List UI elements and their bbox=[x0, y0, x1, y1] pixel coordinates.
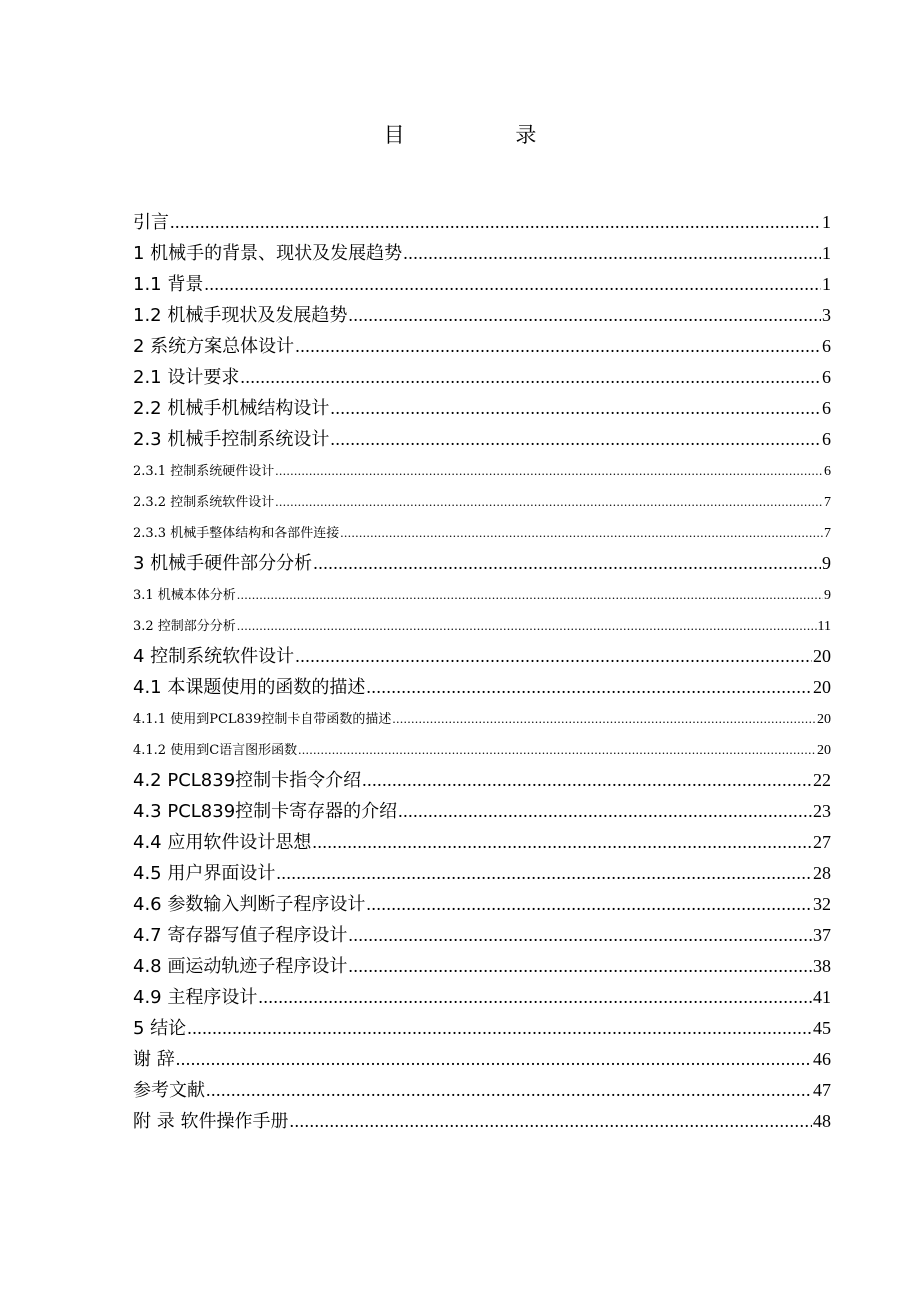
toc-entry-label: 3.2 控制部分分析 bbox=[133, 619, 236, 634]
toc-entry[interactable] bbox=[133, 1075, 831, 1106]
toc-entry[interactable] bbox=[133, 1013, 831, 1044]
toc-leader-dots bbox=[366, 889, 812, 920]
toc-entry-label: 1 机械手的背景、现状及发展趋势 bbox=[133, 243, 403, 264]
toc-leader-dots bbox=[295, 331, 821, 362]
toc-entry-page: 6 bbox=[822, 367, 831, 387]
toc-leader-dots bbox=[313, 548, 821, 579]
toc-entry[interactable] bbox=[133, 486, 831, 517]
toc-entry[interactable] bbox=[133, 765, 831, 796]
toc-entry-page: 9 bbox=[824, 588, 831, 603]
toc-entry-label: 2.3.2 控制系统软件设计 bbox=[133, 495, 275, 510]
toc-entry-label: 2.1 设计要求 bbox=[133, 367, 240, 388]
toc-leader-dots bbox=[237, 610, 817, 641]
toc-leader-dots bbox=[187, 1013, 812, 1044]
toc-leader-dots bbox=[348, 300, 821, 331]
toc-entry[interactable] bbox=[133, 827, 831, 858]
toc-entry-label: 4.1 本课题使用的函数的描述 bbox=[133, 677, 366, 698]
toc-entry-label: 4.4 应用软件设计思想 bbox=[133, 832, 312, 853]
toc-leader-dots bbox=[276, 858, 812, 889]
toc-leader-dots bbox=[275, 455, 823, 486]
toc-entry-label: 4.7 寄存器写值子程序设计 bbox=[133, 925, 348, 946]
toc-entry[interactable] bbox=[133, 734, 831, 765]
toc-entry[interactable] bbox=[133, 393, 831, 424]
toc-entry-page: 6 bbox=[824, 464, 831, 479]
toc-leader-dots bbox=[206, 1075, 812, 1106]
toc-entry-label: 附 录 软件操作手册 bbox=[133, 1111, 289, 1132]
toc-entry-page: 6 bbox=[822, 429, 831, 449]
toc-entry-page: 20 bbox=[813, 646, 831, 666]
page-title: 目 录 bbox=[383, 123, 589, 147]
toc-leader-dots bbox=[330, 424, 821, 455]
toc-entry[interactable] bbox=[133, 269, 831, 300]
toc-entry-page: 23 bbox=[813, 801, 831, 821]
toc-entry-label: 3.1 机械本体分析 bbox=[133, 588, 236, 603]
toc-entry-page: 11 bbox=[817, 619, 831, 634]
toc-leader-dots bbox=[298, 734, 816, 765]
toc-entry[interactable] bbox=[133, 982, 831, 1013]
toc-entry[interactable] bbox=[133, 703, 831, 734]
toc-entry-label: 参考文献 bbox=[133, 1080, 205, 1101]
toc-entry-label: 1.1 背景 bbox=[133, 274, 204, 295]
toc-leader-dots bbox=[398, 796, 812, 827]
toc-entry-page: 7 bbox=[824, 526, 831, 541]
toc-entry-page: 3 bbox=[822, 305, 831, 325]
toc-leader-dots bbox=[366, 672, 812, 703]
toc-entry-page: 47 bbox=[813, 1080, 831, 1100]
toc-entry-label: 5 结论 bbox=[133, 1018, 187, 1039]
toc-entry-page: 46 bbox=[813, 1049, 831, 1069]
toc-entry-label: 4.8 画运动轨迹子程序设计 bbox=[133, 956, 348, 977]
toc-entry-page: 22 bbox=[813, 770, 831, 790]
toc-entry[interactable] bbox=[133, 207, 831, 238]
toc-entry-page: 20 bbox=[817, 712, 831, 727]
toc-leader-dots bbox=[340, 517, 823, 548]
toc-entry-label: 4.3 PCL839控制卡寄存器的介绍 bbox=[133, 801, 398, 822]
toc-entry-label: 2.3.1 控制系统硬件设计 bbox=[133, 464, 275, 479]
toc-entry-page: 6 bbox=[822, 398, 831, 418]
toc-leader-dots bbox=[170, 207, 821, 238]
toc-entry[interactable] bbox=[133, 610, 831, 641]
toc-leader-dots bbox=[237, 579, 823, 610]
toc-entry[interactable] bbox=[133, 579, 831, 610]
table-of-contents bbox=[133, 207, 831, 1137]
toc-leader-dots bbox=[295, 641, 812, 672]
toc-entry-page: 32 bbox=[813, 894, 831, 914]
toc-entry-label: 4.5 用户界面设计 bbox=[133, 863, 276, 884]
toc-entry[interactable] bbox=[133, 517, 831, 548]
toc-entry[interactable] bbox=[133, 300, 831, 331]
toc-leader-dots bbox=[258, 982, 812, 1013]
toc-entry-page: 20 bbox=[813, 677, 831, 697]
toc-entry[interactable] bbox=[133, 641, 831, 672]
toc-entry-page: 38 bbox=[813, 956, 831, 976]
toc-leader-dots bbox=[240, 362, 821, 393]
toc-entry-page: 41 bbox=[813, 987, 831, 1007]
toc-entry[interactable] bbox=[133, 1106, 831, 1137]
toc-entry-page: 7 bbox=[824, 495, 831, 510]
toc-entry-page: 1 bbox=[822, 274, 831, 294]
toc-entry[interactable] bbox=[133, 889, 831, 920]
toc-entry-label: 4.9 主程序设计 bbox=[133, 987, 258, 1008]
toc-entry-page: 1 bbox=[822, 212, 831, 232]
toc-leader-dots bbox=[330, 393, 821, 424]
toc-leader-dots bbox=[289, 1106, 812, 1137]
toc-entry-label: 引言 bbox=[133, 212, 169, 233]
toc-entry[interactable] bbox=[133, 238, 831, 269]
toc-entry-label: 4.1.1 使用到PCL839控制卡自带函数的描述 bbox=[133, 712, 392, 727]
toc-entry[interactable] bbox=[133, 951, 831, 982]
toc-entry-label: 2.3.3 机械手整体结构和各部件连接 bbox=[133, 526, 340, 541]
toc-entry-label: 4.6 参数输入判断子程序设计 bbox=[133, 894, 366, 915]
toc-entry[interactable] bbox=[133, 796, 831, 827]
toc-entry-page: 37 bbox=[813, 925, 831, 945]
toc-entry-page: 9 bbox=[822, 553, 831, 573]
toc-entry-label: 4.2 PCL839控制卡指令介绍 bbox=[133, 770, 362, 791]
toc-leader-dots bbox=[362, 765, 812, 796]
toc-entry[interactable] bbox=[133, 1044, 831, 1075]
toc-leader-dots bbox=[348, 920, 812, 951]
toc-entry-page: 1 bbox=[822, 243, 831, 263]
toc-leader-dots bbox=[204, 269, 821, 300]
toc-entry-page: 48 bbox=[813, 1111, 831, 1131]
toc-entry[interactable] bbox=[133, 858, 831, 889]
toc-leader-dots bbox=[403, 238, 821, 269]
toc-entry-label: 3 机械手硬件部分分析 bbox=[133, 553, 313, 574]
toc-entry-page: 20 bbox=[817, 743, 831, 758]
toc-entry-label: 2.2 机械手机械结构设计 bbox=[133, 398, 330, 419]
toc-entry-label: 2.3 机械手控制系统设计 bbox=[133, 429, 330, 450]
toc-entry[interactable] bbox=[133, 548, 831, 579]
toc-entry-label: 4 控制系统软件设计 bbox=[133, 646, 295, 667]
toc-entry-page: 45 bbox=[813, 1018, 831, 1038]
toc-entry[interactable] bbox=[133, 362, 831, 393]
toc-entry-label: 谢 辞 bbox=[133, 1049, 175, 1070]
toc-entry-page: 28 bbox=[813, 863, 831, 883]
toc-entry[interactable] bbox=[133, 920, 831, 951]
toc-leader-dots bbox=[275, 486, 823, 517]
toc-entry[interactable] bbox=[133, 424, 831, 455]
toc-entry-label: 2 系统方案总体设计 bbox=[133, 336, 295, 357]
toc-entry-page: 27 bbox=[813, 832, 831, 852]
toc-entry-label: 4.1.2 使用到C语言图形函数 bbox=[133, 743, 298, 758]
toc-leader-dots bbox=[176, 1044, 812, 1075]
toc-leader-dots bbox=[392, 703, 816, 734]
toc-entry[interactable] bbox=[133, 672, 831, 703]
toc-entry[interactable] bbox=[133, 455, 831, 486]
toc-leader-dots bbox=[348, 951, 812, 982]
toc-leader-dots bbox=[312, 827, 812, 858]
toc-entry[interactable] bbox=[133, 331, 831, 362]
toc-entry-page: 6 bbox=[822, 336, 831, 356]
toc-entry-label: 1.2 机械手现状及发展趋势 bbox=[133, 305, 348, 326]
